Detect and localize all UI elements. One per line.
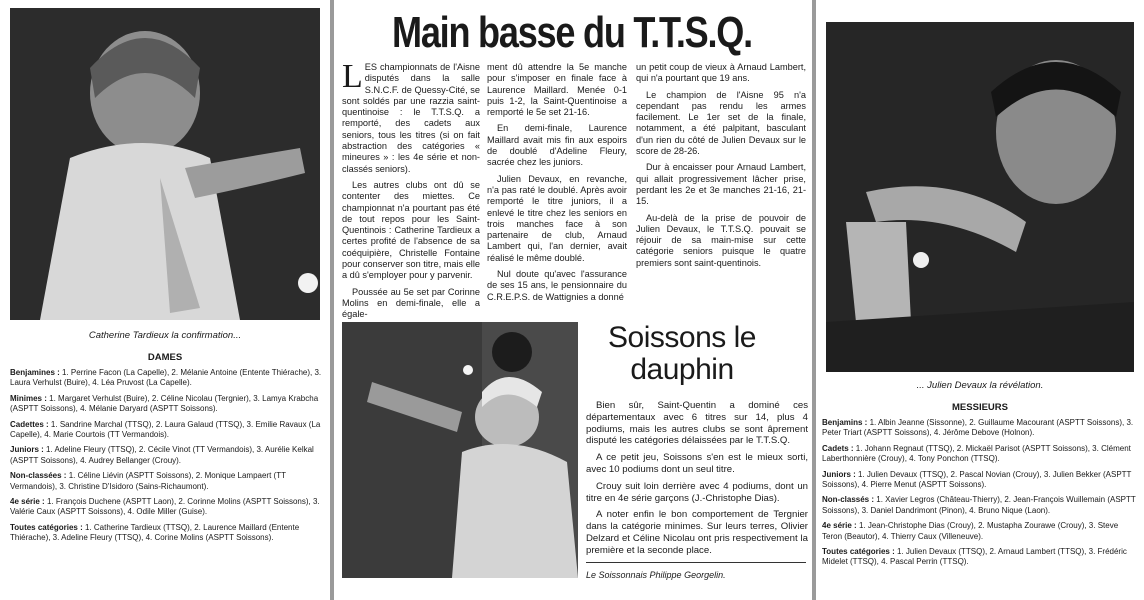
result-entry bbox=[10, 471, 322, 492]
result-ranking: 1. Catherine Tardieux (TTSQ), 2. Laurence Maillard (Entente Thiérache), 3. Adeline Fleury (TTSQ), 4. Corine Molins (ASPTT Soissons). bbox=[10, 522, 300, 543]
dropcap: L bbox=[342, 58, 363, 95]
caption-right: ... Julien Devaux la révélation. bbox=[916, 380, 1044, 391]
result-entry bbox=[822, 470, 1136, 491]
result-category-label: Non-classés : bbox=[822, 495, 875, 505]
result-entry bbox=[10, 523, 322, 544]
article-column-3: un petit coup de vieux à Arnaud Lambert, qui n'a pourtant que 19 ans. Le champion de l'Aisne 95 n'a cependant pas rendu les armes facilement. Le 1er set de la finale, notamment, a été palpitant, basculant d'un rien du côté de Julien Devaux sur le score de 28-26. Dur à encaisser pour Arnaud Lambert, qui allait progressivement lâcher prise, perdant les 2e et 3e manches 21-16, 21-15. Au-delà de la prise de pouvoir de Julien Devaux, le T.T.S.Q. pouvait se réjouir de sa main-mise sur cette catégorie seniors puisque le quatre premiers sont saint-quentinois. bbox=[636, 62, 806, 268]
result-category-label: Cadettes : bbox=[10, 419, 49, 429]
result-ranking: 1. Céline Liévin (ASPTT Soissons), 2. Monique Lampaert (TT Vermandois), 3. Christine D'Isidoro (Sains-Richaumont). bbox=[10, 471, 286, 491]
rule-credit bbox=[586, 562, 806, 563]
article-soissons: Bien sûr, Saint-Quentin a dominé ces départementaux avec 6 titres sur 14, plus 4 podiums, mais les autres clubs se sont âprement disputé les catégories délaissées par le T.T.S.Q. A ce petit jeu, Soissons s'en est le mieux sorti, avec 10 podiums dont un seul titre. Crouy suit loin derrière avec 4 podiums, dont un titre en 4e série garçons (J.-Christophe Dias). A noter enfin le bon comportement de Tergnier dans la catégorie minimes. Sur leurs terres, Olivier Delzard et Céline Nicolau ont pris respectivement la première et la seconde place. bbox=[586, 400, 808, 556]
result-entry bbox=[822, 495, 1136, 516]
result-category-label: Benjamins : bbox=[822, 418, 868, 427]
result-category-label: Benjamines : bbox=[10, 368, 60, 377]
subheadline: Soissons le dauphin bbox=[608, 321, 756, 386]
result-ranking: 1. Sandrine Marchal (TTSQ), 2. Laura Galaud (TTSQ), 3. Emilie Ravaux (La Capelle), 4. Marie Courtois (TT Vermandois). bbox=[10, 419, 321, 440]
result-ranking: 1. Jean-Christophe Dias (Crouy), 2. Mustapha Zourawe (Crouy), 3. Steve Teron (Beautor), 4. Thierry Caux (Villeneuve). bbox=[822, 521, 1119, 541]
result-entry bbox=[10, 394, 322, 415]
result-ranking: 1. Albin Jeanne (Sissonne), 2. Guillaume Macourant (ASPTT Soissons), 3. Peter Triart (ASPTT Soissons), 4. Jérôme Debove (Holnon). bbox=[822, 418, 1134, 438]
result-category-label: Juniors : bbox=[822, 469, 856, 479]
result-category-label: Non-classées : bbox=[10, 471, 67, 481]
result-entry bbox=[10, 445, 322, 466]
result-category-label: Juniors : bbox=[10, 445, 44, 455]
result-entry bbox=[10, 420, 322, 441]
article-column-1: LES championnats de l'Aisne disputés dans la salle S.N.C.F. de Quessy-Cité, se sont soldés par une razzia saint-quentinoise : le T.T.S.Q. a remporté, des cadets aux seniors, tous les titres (si on fait abstraction des catégories « mineures » : les 4e série et non-classés seniors). Les autres clubs ont dû se contenter des miettes. Ce championnat n'a pourtant pas été de tout repos pour les Saint-Quentinois : Catherine Tardieux a certes profité de l'absence de sa coéquipière, Christelle Fontaine pour conserver son titre, mais elle a dû s'employer pour y parvenir. Poussée au 5e set par Corinne Molins en demi-finale, elle a égale- bbox=[342, 58, 480, 320]
result-entry bbox=[10, 497, 322, 518]
result-category-label: Minimes : bbox=[10, 393, 47, 403]
result-entry bbox=[822, 444, 1136, 465]
photo-catherine-tardieux bbox=[10, 8, 320, 320]
result-ranking: 1. Perrine Facon (La Capelle), 2. Mélanie Antoine (Entente Thiérache), 3. Laura Verhulst (Buire), 4. Léa Pruvost (La Capelle). bbox=[10, 368, 322, 388]
article-column-2: ment dû attendre la 5e manche pour s'imposer en finale face à Laurence Maillard. Menée 0-1 puis 1-2, la Saint-Quentinoise a remporté le 5e set 21-16. En demi-finale, Laurence Maillard avait mis fin aux espoirs de doublé d'Adeline Fleury, sacrée chez les juniors. Julien Devaux, en revanche, n'a pas raté le doublé. Après avoir remporté le titre juniors, il a enlevé le titre chez les seniors en trois manches face à son partenaire de club, Arnaud Lambert qui, l'an dernier, avait réalisé le même doublé. Nul doute qu'avec l'assurance de ses 15 ans, le pensionnaire du C.R.E.P.S. de Wattignies a donné bbox=[487, 62, 627, 302]
result-entry bbox=[10, 368, 322, 389]
result-category-label: 4e série : bbox=[822, 521, 857, 531]
section-title-messieurs: MESSIEURS bbox=[952, 402, 1008, 413]
result-category-label: 4e série : bbox=[10, 497, 45, 507]
result-entry bbox=[822, 418, 1136, 439]
panel-divider-left bbox=[330, 0, 334, 600]
result-category-label: Toutes catégories : bbox=[822, 547, 895, 557]
result-ranking: 1. Adeline Fleury (TTSQ), 2. Cécile Vinot (TT Vermandois), 3. Aurélie Kelkal (ASPTT Soissons), 4. Audrey Bellanger (Crouy). bbox=[10, 445, 314, 465]
result-entry bbox=[822, 521, 1136, 542]
section-title-dames: DAMES bbox=[147, 352, 183, 363]
result-ranking: 1. François Duchene (ASPTT Laon), 2. Corinne Molins (ASPTT Soissons), 3. Valérie Caux (ASPTT Soissons), 4. Odile Miller (Guise). bbox=[10, 497, 320, 517]
photo-credit: Le Soissonnais Philippe Georgelin. bbox=[586, 570, 726, 580]
headline: Main basse du T.T.S.Q. bbox=[392, 8, 752, 57]
photo-julien-devaux bbox=[826, 22, 1134, 372]
result-category-label: Toutes catégories : bbox=[10, 522, 83, 532]
results-dames bbox=[10, 368, 322, 549]
panel-divider-right bbox=[812, 0, 816, 600]
result-ranking: 1. Margaret Verhulst (Buire), 2. Céline Nicolau (Tergnier), 3. Lamya Krabcha (ASPTT Soissons), 4. Mélanie Daryard (ASPTT Soissons). bbox=[10, 393, 319, 414]
result-ranking: 1. Julien Devaux (TTSQ), 2. Pascal Novian (Crouy), 3. Julien Bekker (ASPTT Soissons), 4. Pierre Menut (ASPTT Soissons). bbox=[822, 469, 1132, 490]
results-messieurs bbox=[822, 418, 1136, 573]
photo-soissons-player bbox=[342, 322, 578, 578]
result-category-label: Cadets : bbox=[822, 443, 854, 453]
caption-left: Catherine Tardieux la confirmation... bbox=[88, 330, 242, 341]
result-entry bbox=[822, 547, 1136, 568]
result-ranking: 1. Johann Regnaut (TTSQ), 2. Mickaël Parisot (ASPTT Soissons), 3. Clément Laberthonnière (Crouy), 4. Tony Ponchon (TTSQ). bbox=[822, 443, 1131, 464]
result-ranking: 1. Xavier Legros (Château-Thierry), 2. Jean-François Wuillemain (ASPTT Soissons), 3. Daniel Dandrimont (Pinon), 4. Bruno Nique (Laon). bbox=[822, 495, 1136, 515]
result-ranking: 1. Julien Devaux (TTSQ), 2. Arnaud Lambert (TTSQ), 3. Frédéric Midelet (TTSQ), 4. Pascal Perrin (TTSQ). bbox=[822, 547, 1127, 567]
